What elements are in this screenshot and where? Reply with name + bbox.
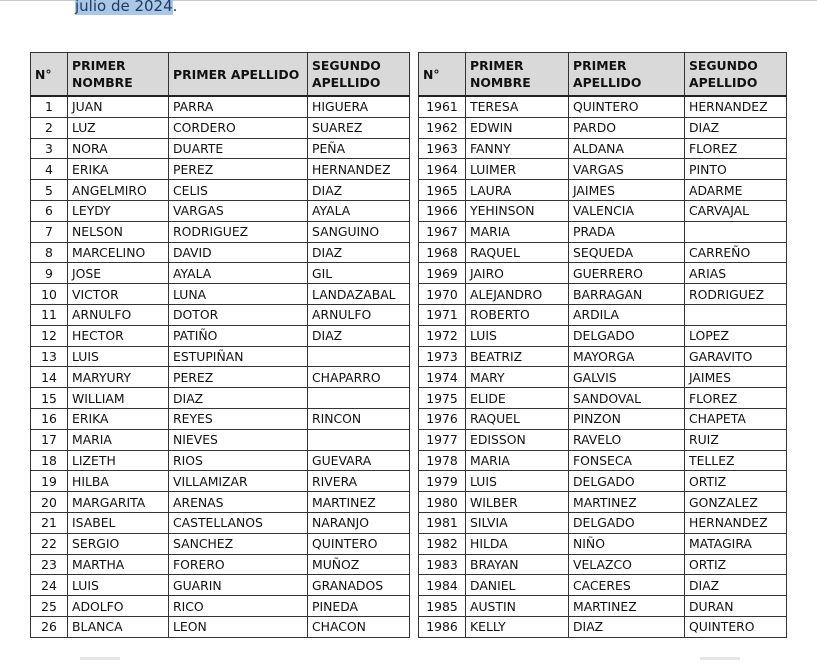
cell-first-surname: SANDOVAL (569, 388, 685, 409)
cell-first-name: KELLY (466, 616, 569, 637)
cell-first-surname: FORERO (169, 554, 308, 575)
cell-first-surname: ARENAS (169, 492, 308, 513)
cell-first-surname: NIEVES (169, 429, 308, 450)
cell-first-name: ANGELMIRO (68, 180, 169, 201)
cell-first-name: JAIRO (466, 263, 569, 284)
header-number: N° (419, 53, 466, 97)
table-row (419, 533, 787, 554)
cell-first-surname: GUERRERO (569, 263, 685, 284)
table-row (419, 117, 787, 138)
table-row (419, 221, 787, 242)
cell-second-surname: ADARME (685, 180, 787, 201)
table-row (419, 408, 787, 429)
table-row (31, 346, 410, 367)
cell-row-number: 1970 (419, 284, 466, 305)
cell-first-surname: VILLAMIZAR (169, 471, 308, 492)
cell-first-name: AUSTIN (466, 596, 569, 617)
cell-first-name: EDISSON (466, 429, 569, 450)
cell-second-surname (685, 304, 787, 325)
table-row (419, 325, 787, 346)
cell-first-name: BEATRIZ (466, 346, 569, 367)
cell-second-surname: GRANADOS (308, 575, 410, 596)
cell-first-surname: AYALA (169, 263, 308, 284)
cell-row-number: 1976 (419, 408, 466, 429)
cell-first-name: HECTOR (68, 325, 169, 346)
cell-first-name: HILBA (68, 471, 169, 492)
cell-second-surname: GUEVARA (308, 450, 410, 471)
cell-second-surname (308, 346, 410, 367)
cell-first-name: ROBERTO (466, 304, 569, 325)
cell-first-surname: SEQUEDA (569, 242, 685, 263)
cell-first-name: ARNULFO (68, 304, 169, 325)
cell-second-surname: GONZALEZ (685, 492, 787, 513)
cell-second-surname: HERNANDEZ (685, 512, 787, 533)
cell-second-surname: GARAVITO (685, 346, 787, 367)
cell-first-surname: DIAZ (569, 616, 685, 637)
table-row (31, 512, 410, 533)
cell-row-number: 1963 (419, 138, 466, 159)
header-second-surname: SEGUNDO APELLIDO (685, 53, 787, 97)
table-row (419, 304, 787, 325)
table-row (419, 159, 787, 180)
cell-row-number: 23 (31, 554, 68, 575)
cell-second-surname: DIAZ (308, 180, 410, 201)
table-row (31, 596, 410, 617)
cell-first-surname: CASTELLANOS (169, 512, 308, 533)
cell-row-number: 1968 (419, 242, 466, 263)
cell-first-name: ISABEL (68, 512, 169, 533)
cell-first-name: DANIEL (466, 575, 569, 596)
table-row (31, 263, 410, 284)
cell-first-surname: ALDANA (569, 138, 685, 159)
table-row (31, 180, 410, 201)
cell-second-surname: RODRIGUEZ (685, 284, 787, 305)
table-row (31, 388, 410, 409)
cell-row-number: 15 (31, 388, 68, 409)
cell-row-number: 14 (31, 367, 68, 388)
cell-first-surname: PARDO (569, 117, 685, 138)
table-row (419, 346, 787, 367)
cell-row-number: 1971 (419, 304, 466, 325)
cell-first-name: NORA (68, 138, 169, 159)
cell-first-surname: RIOS (169, 450, 308, 471)
cell-first-surname: LUNA (169, 284, 308, 305)
cell-first-surname: VELAZCO (569, 554, 685, 575)
cell-second-surname (308, 429, 410, 450)
cell-row-number: 1975 (419, 388, 466, 409)
header-number: N° (31, 53, 68, 97)
cell-first-name: SILVIA (466, 512, 569, 533)
cell-first-name: TERESA (466, 96, 569, 117)
cell-row-number: 11 (31, 304, 68, 325)
cell-first-name: MARCELINO (68, 242, 169, 263)
cell-first-surname: DELGADO (569, 325, 685, 346)
selected-date-text[interactable]: julio de 2024 (75, 0, 173, 15)
table-row (31, 367, 410, 388)
cell-first-name: MARTHA (68, 554, 169, 575)
cell-first-name: ALEJANDRO (466, 284, 569, 305)
cell-second-surname: HIGUERA (308, 96, 410, 117)
cell-first-surname: PEREZ (169, 159, 308, 180)
cell-second-surname: MARTINEZ (308, 492, 410, 513)
cell-first-surname: BARRAGAN (569, 284, 685, 305)
cell-first-name: BRAYAN (466, 554, 569, 575)
cell-first-surname: CORDERO (169, 117, 308, 138)
cell-second-surname: RIVERA (308, 471, 410, 492)
cell-second-surname (685, 221, 787, 242)
cell-first-name: FANNY (466, 138, 569, 159)
bottom-decoration (700, 657, 740, 660)
table-row (31, 325, 410, 346)
cell-first-surname: LEON (169, 616, 308, 637)
cell-second-surname: CARVAJAL (685, 200, 787, 221)
cell-row-number: 1961 (419, 96, 466, 117)
cell-second-surname: SANGUINO (308, 221, 410, 242)
cell-first-surname: PRADA (569, 221, 685, 242)
table-row (419, 180, 787, 201)
table-row (31, 159, 410, 180)
cell-first-name: MARIA (466, 221, 569, 242)
cell-first-name: WILBER (466, 492, 569, 513)
cell-first-surname: VARGAS (169, 200, 308, 221)
table-row (419, 388, 787, 409)
cell-first-surname: REYES (169, 408, 308, 429)
cell-first-name: LUIS (466, 471, 569, 492)
cell-first-surname: SANCHEZ (169, 533, 308, 554)
cell-row-number: 1967 (419, 221, 466, 242)
table-header-row (419, 53, 787, 97)
cell-row-number: 13 (31, 346, 68, 367)
cell-row-number: 17 (31, 429, 68, 450)
cell-row-number: 1973 (419, 346, 466, 367)
cell-second-surname: NARANJO (308, 512, 410, 533)
roster-body-left (31, 96, 410, 637)
table-row (419, 429, 787, 450)
table-row (31, 242, 410, 263)
cell-second-surname: PINEDA (308, 596, 410, 617)
cell-row-number: 6 (31, 200, 68, 221)
header-second-surname: SEGUNDO APELLIDO (308, 53, 410, 97)
cell-row-number: 1 (31, 96, 68, 117)
cell-row-number: 1966 (419, 200, 466, 221)
cell-row-number: 1983 (419, 554, 466, 575)
cell-row-number: 1984 (419, 575, 466, 596)
cell-row-number: 2 (31, 117, 68, 138)
table-row (31, 429, 410, 450)
cell-second-surname: DIAZ (685, 117, 787, 138)
cell-row-number: 26 (31, 616, 68, 637)
cell-row-number: 1969 (419, 263, 466, 284)
cell-second-surname: QUINTERO (685, 616, 787, 637)
cell-first-surname: NIÑO (569, 533, 685, 554)
table-row (31, 96, 410, 117)
cell-first-name: SERGIO (68, 533, 169, 554)
cell-second-surname: CHAPETA (685, 408, 787, 429)
table-row (31, 138, 410, 159)
cell-second-surname: GIL (308, 263, 410, 284)
cell-first-name: EDWIN (466, 117, 569, 138)
cell-second-surname: QUINTERO (308, 533, 410, 554)
cell-second-surname: ARIAS (685, 263, 787, 284)
cell-first-surname: CELIS (169, 180, 308, 201)
cell-row-number: 10 (31, 284, 68, 305)
cell-row-number: 4 (31, 159, 68, 180)
cell-first-surname: GUARIN (169, 575, 308, 596)
table-row (419, 471, 787, 492)
cell-second-surname: MATAGIRA (685, 533, 787, 554)
table-row (419, 450, 787, 471)
cell-first-name: LIZETH (68, 450, 169, 471)
table-row (419, 200, 787, 221)
cell-first-surname: RAVELO (569, 429, 685, 450)
table-row (31, 284, 410, 305)
cell-first-name: MARY (466, 367, 569, 388)
table-row (419, 367, 787, 388)
cell-second-surname: JAIMES (685, 367, 787, 388)
cell-second-surname: LANDAZABAL (308, 284, 410, 305)
cell-row-number: 9 (31, 263, 68, 284)
cell-first-name: ELIDE (466, 388, 569, 409)
cell-first-name: YEHINSON (466, 200, 569, 221)
cell-first-surname: FONSECA (569, 450, 685, 471)
table-row (419, 616, 787, 637)
cell-first-surname: ESTUPIÑAN (169, 346, 308, 367)
cell-first-name: JUAN (68, 96, 169, 117)
cell-second-surname (308, 388, 410, 409)
cell-row-number: 24 (31, 575, 68, 596)
cell-first-name: BLANCA (68, 616, 169, 637)
table-row (31, 616, 410, 637)
cell-first-surname: VALENCIA (569, 200, 685, 221)
table-row (419, 596, 787, 617)
roster-table-left (30, 52, 410, 638)
cell-first-name: NELSON (68, 221, 169, 242)
table-row (419, 512, 787, 533)
cell-first-surname: MARTINEZ (569, 596, 685, 617)
cell-first-surname: PATIÑO (169, 325, 308, 346)
header-first-surname: PRIMER APELLIDO (569, 53, 685, 97)
cell-first-surname: DUARTE (169, 138, 308, 159)
cell-first-name: RAQUEL (466, 242, 569, 263)
cell-first-surname: RODRIGUEZ (169, 221, 308, 242)
cell-first-name: LAURA (466, 180, 569, 201)
table-row (419, 242, 787, 263)
cell-first-name: ERIKA (68, 159, 169, 180)
cell-first-surname: GALVIS (569, 367, 685, 388)
cell-first-name: LEYDY (68, 200, 169, 221)
table-header-row (31, 53, 410, 97)
cell-first-name: WILLIAM (68, 388, 169, 409)
table-row (31, 221, 410, 242)
cell-first-surname: ARDILA (569, 304, 685, 325)
cell-second-surname: SUAREZ (308, 117, 410, 138)
roster-table-right (418, 52, 787, 638)
cell-second-surname: FLOREZ (685, 388, 787, 409)
cell-first-name: MARYURY (68, 367, 169, 388)
cell-first-name: LUIS (68, 346, 169, 367)
cell-first-surname: DELGADO (569, 512, 685, 533)
cell-first-name: HILDA (466, 533, 569, 554)
cell-second-surname: CARREÑO (685, 242, 787, 263)
cell-first-surname: DAVID (169, 242, 308, 263)
cell-first-surname: PEREZ (169, 367, 308, 388)
cell-first-surname: DOTOR (169, 304, 308, 325)
cell-row-number: 1985 (419, 596, 466, 617)
cell-first-name: RAQUEL (466, 408, 569, 429)
table-row (31, 554, 410, 575)
table-row (31, 200, 410, 221)
cell-first-name: LUIS (466, 325, 569, 346)
table-row (31, 450, 410, 471)
cell-first-name: ERIKA (68, 408, 169, 429)
table-row (31, 117, 410, 138)
cell-second-surname: ORTIZ (685, 471, 787, 492)
table-row (419, 96, 787, 117)
cell-first-surname: PARRA (169, 96, 308, 117)
cell-row-number: 1980 (419, 492, 466, 513)
cell-second-surname: DURAN (685, 596, 787, 617)
header-first-name: PRIMER NOMBRE (466, 53, 569, 97)
cell-second-surname: CHACON (308, 616, 410, 637)
cell-second-surname: ORTIZ (685, 554, 787, 575)
cell-row-number: 1965 (419, 180, 466, 201)
cell-first-name: MARIA (68, 429, 169, 450)
cell-row-number: 20 (31, 492, 68, 513)
cell-first-name: ADOLFO (68, 596, 169, 617)
table-row (31, 533, 410, 554)
cell-second-surname: DIAZ (308, 325, 410, 346)
cell-second-surname: ARNULFO (308, 304, 410, 325)
cell-row-number: 1977 (419, 429, 466, 450)
cell-row-number: 1986 (419, 616, 466, 637)
cell-row-number: 7 (31, 221, 68, 242)
cell-first-name: MARGARITA (68, 492, 169, 513)
cell-first-surname: PINZON (569, 408, 685, 429)
cell-first-surname: RICO (169, 596, 308, 617)
cell-first-surname: MAYORGA (569, 346, 685, 367)
table-row (419, 284, 787, 305)
cell-row-number: 1981 (419, 512, 466, 533)
cell-second-surname: AYALA (308, 200, 410, 221)
cell-second-surname: TELLEZ (685, 450, 787, 471)
cell-first-name: LUIS (68, 575, 169, 596)
cell-second-surname: FLOREZ (685, 138, 787, 159)
cell-first-surname: DELGADO (569, 471, 685, 492)
table-row (419, 554, 787, 575)
cell-row-number: 18 (31, 450, 68, 471)
cell-second-surname: HERNANDEZ (685, 96, 787, 117)
table-row (419, 492, 787, 513)
roster-body-right (419, 96, 787, 637)
cell-second-surname: RINCON (308, 408, 410, 429)
table-row (31, 471, 410, 492)
cell-row-number: 22 (31, 533, 68, 554)
cell-first-surname: MARTINEZ (569, 492, 685, 513)
cell-row-number: 1978 (419, 450, 466, 471)
cell-row-number: 8 (31, 242, 68, 263)
cell-row-number: 1974 (419, 367, 466, 388)
cell-second-surname: PEÑA (308, 138, 410, 159)
header-first-name: PRIMER NOMBRE (68, 53, 169, 97)
cell-row-number: 25 (31, 596, 68, 617)
cell-row-number: 3 (31, 138, 68, 159)
cell-first-name: JOSE (68, 263, 169, 284)
cell-first-surname: CACERES (569, 575, 685, 596)
cell-row-number: 1972 (419, 325, 466, 346)
cell-row-number: 1982 (419, 533, 466, 554)
cell-first-name: LUIMER (466, 159, 569, 180)
cell-second-surname: CHAPARRO (308, 367, 410, 388)
cell-first-surname: QUINTERO (569, 96, 685, 117)
cell-first-surname: VARGAS (569, 159, 685, 180)
table-row (419, 263, 787, 284)
heading-period: . (172, 0, 178, 15)
cell-second-surname: MUÑOZ (308, 554, 410, 575)
cell-second-surname: DIAZ (685, 575, 787, 596)
cell-row-number: 5 (31, 180, 68, 201)
table-row (31, 304, 410, 325)
cell-first-surname: JAIMES (569, 180, 685, 201)
cell-second-surname: PINTO (685, 159, 787, 180)
cell-row-number: 1979 (419, 471, 466, 492)
cell-row-number: 12 (31, 325, 68, 346)
cell-row-number: 1964 (419, 159, 466, 180)
cell-row-number: 16 (31, 408, 68, 429)
cell-first-name: MARIA (466, 450, 569, 471)
cell-row-number: 21 (31, 512, 68, 533)
table-row (419, 138, 787, 159)
cell-first-name: VICTOR (68, 284, 169, 305)
table-row (31, 492, 410, 513)
cell-row-number: 1962 (419, 117, 466, 138)
table-row (419, 575, 787, 596)
cell-second-surname: RUIZ (685, 429, 787, 450)
table-row (31, 408, 410, 429)
heading-line[interactable] (75, 0, 177, 16)
cell-first-surname: DIAZ (169, 388, 308, 409)
cell-second-surname: DIAZ (308, 242, 410, 263)
table-row (31, 575, 410, 596)
cell-second-surname: HERNANDEZ (308, 159, 410, 180)
cell-row-number: 19 (31, 471, 68, 492)
header-first-surname: PRIMER APELLIDO (169, 53, 308, 97)
bottom-decoration (80, 657, 120, 660)
cell-first-name: LUZ (68, 117, 169, 138)
cell-second-surname: LOPEZ (685, 325, 787, 346)
